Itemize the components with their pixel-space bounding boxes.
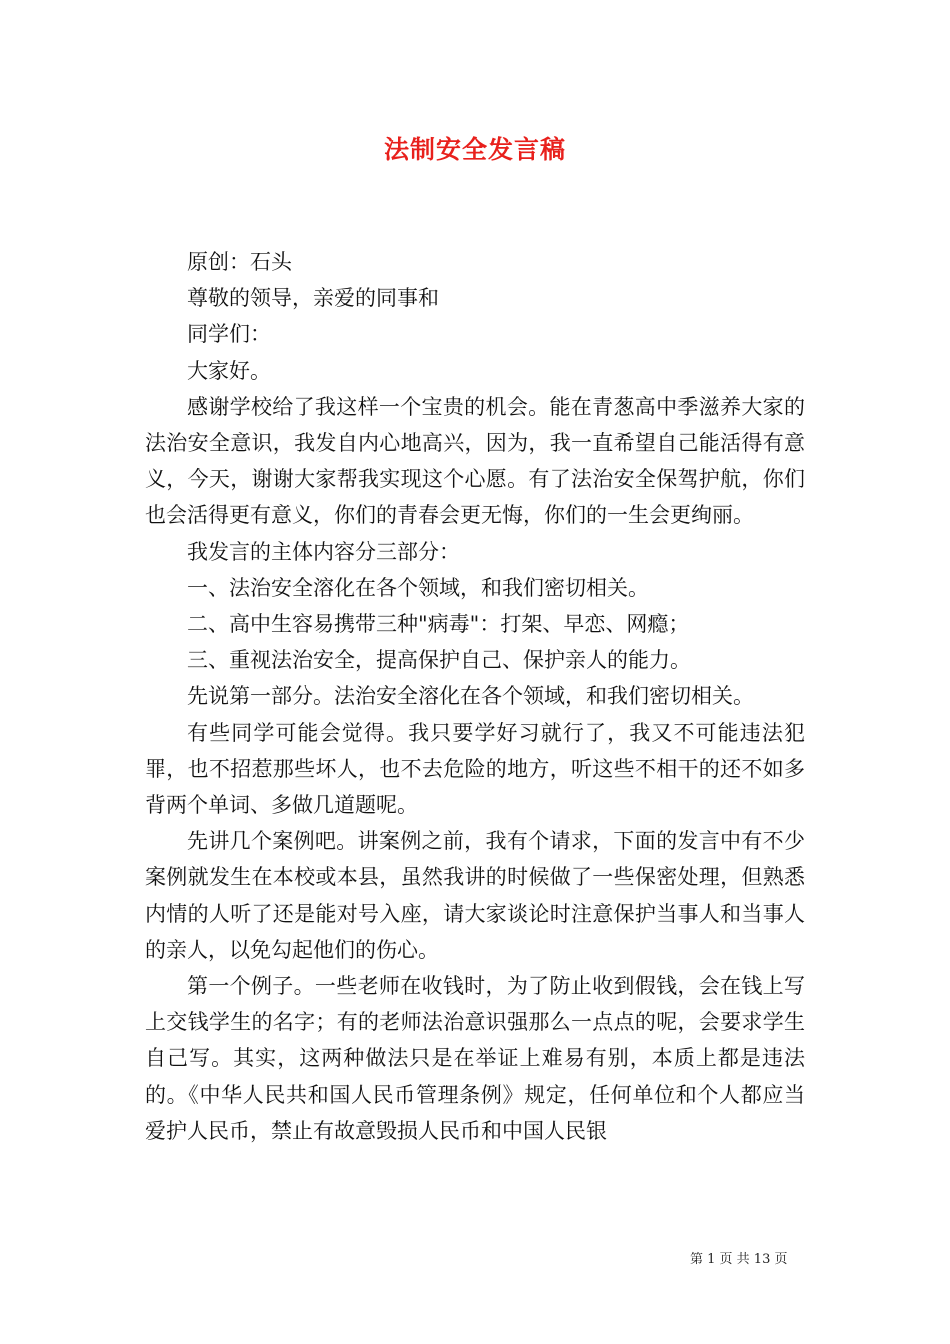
paragraph: 第一个例子。一些老师在收钱时，为了防止收到假钱，会在钱上写上交钱学生的名字；有的老师法治意识强那么一点点的呢，会要求学生自己写。其实，这两种做法只是在举证上难易有别，本质上都是违法的。《中华人民共和国人民币管理条例》规定，任何单位和个人都应当爱护人民币，禁止有故意毁损人民币和中国人民银 xyxy=(145,974,805,1143)
paragraph-list-item: 二、高中生容易携带三种"病毒"：打架、早恋、网瘾； xyxy=(187,612,690,637)
paragraph-list-item: 一、法治安全溶化在各个领域，和我们密切相关。 xyxy=(187,575,649,600)
paragraph-author: 原创：石头 xyxy=(187,250,292,274)
paragraph: 感谢学校给了我这样一个宝贵的机会。能在青葱高中季滋养大家的法治安全意识，我发自内心地高兴，因为，我一直希望自己能活得有意义，今天，谢谢大家帮我实现这个心愿。有了法治安全保驾护航，你们也会活得更有意义，你们的青春会更无悔，你们的一生会更绚丽。 xyxy=(145,394,805,528)
paragraph-hello: 大家好。 xyxy=(187,358,271,383)
page-number-footer: 第 1 页 共 13 页 xyxy=(690,1252,788,1267)
paragraph-greeting-2: 同学们： xyxy=(187,322,271,347)
document-body xyxy=(145,244,805,1149)
paragraph: 我发言的主体内容分三部分： xyxy=(187,539,460,564)
paragraph-greeting-1: 尊敬的领导，亲爱的同事和 xyxy=(187,286,439,311)
paragraph: 有些同学可能会觉得。我只要学好习就行了，我又不可能违法犯罪，也不招惹那些坏人，也不去危险的地方，听这些不相干的还不如多背两个单词、多做几道题呢。 xyxy=(145,720,805,818)
paragraph: 先说第一部分。法治安全溶化在各个领域，和我们密切相关。 xyxy=(187,684,754,709)
paragraph: 先讲几个案例吧。讲案例之前，我有个请求，下面的发言中有不少案例就发生在本校或本县，虽然我讲的时候做了一些保密处理，但熟悉内情的人听了还是能对号入座，请大家谈论时注意保护当事人和当事人的亲人，以免勾起他们的伤心。 xyxy=(145,829,805,962)
document-title: 法制安全发言稿 xyxy=(383,135,566,164)
paragraph-list-item: 三、重视法治安全，提高保护自己、保护亲人的能力。 xyxy=(187,648,691,673)
